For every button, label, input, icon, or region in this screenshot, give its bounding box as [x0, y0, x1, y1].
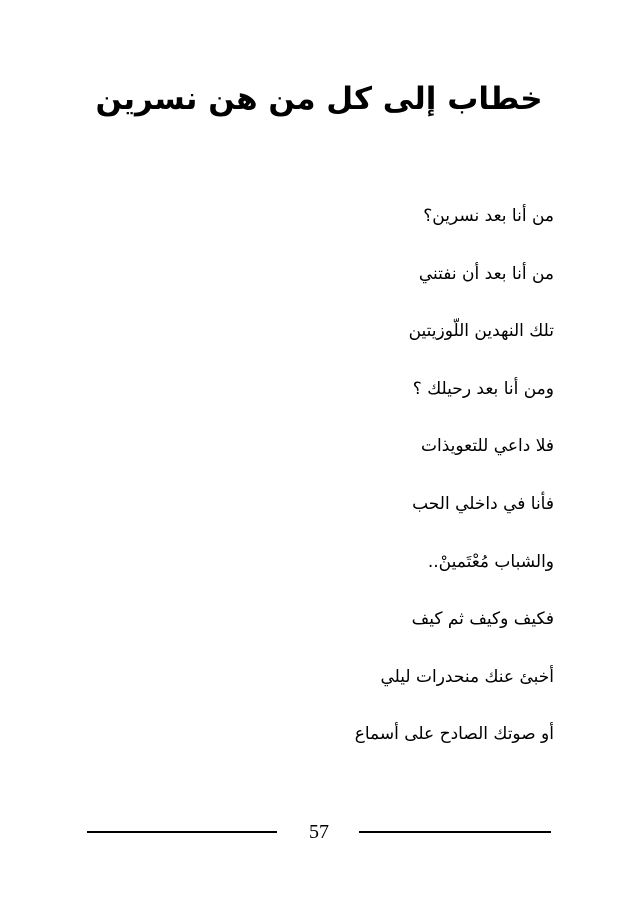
- page-number: 57: [309, 821, 329, 843]
- poem-line: فلا داعي للتعويذات: [421, 436, 554, 457]
- poem-line: والشباب مُعْتَمينْ..: [427, 551, 554, 572]
- poem-line: أو صوتك الصادح على أسماع: [354, 724, 554, 745]
- poem-title: خطاب إلى كل من هن نسرين: [95, 81, 543, 117]
- poem-body: [224, 198, 554, 774]
- footer-divider-left: [87, 831, 277, 833]
- footer-divider-right: [359, 831, 551, 833]
- poem-line: من أنا بعد أن نفتني: [418, 263, 554, 284]
- poem-line: ومن أنا بعد رحيلك ؟: [412, 378, 554, 399]
- poem-line: أخبئ عنك منحدرات ليلي: [380, 666, 554, 687]
- poem-line: فأنا في داخلي الحب: [412, 493, 554, 514]
- poem-line: فكيف وكيف ثم كيف: [411, 609, 554, 630]
- poem-line: تلك النهدين اللّوزيتين: [408, 321, 554, 342]
- poem-line: من أنا بعد نسرين؟: [423, 206, 554, 226]
